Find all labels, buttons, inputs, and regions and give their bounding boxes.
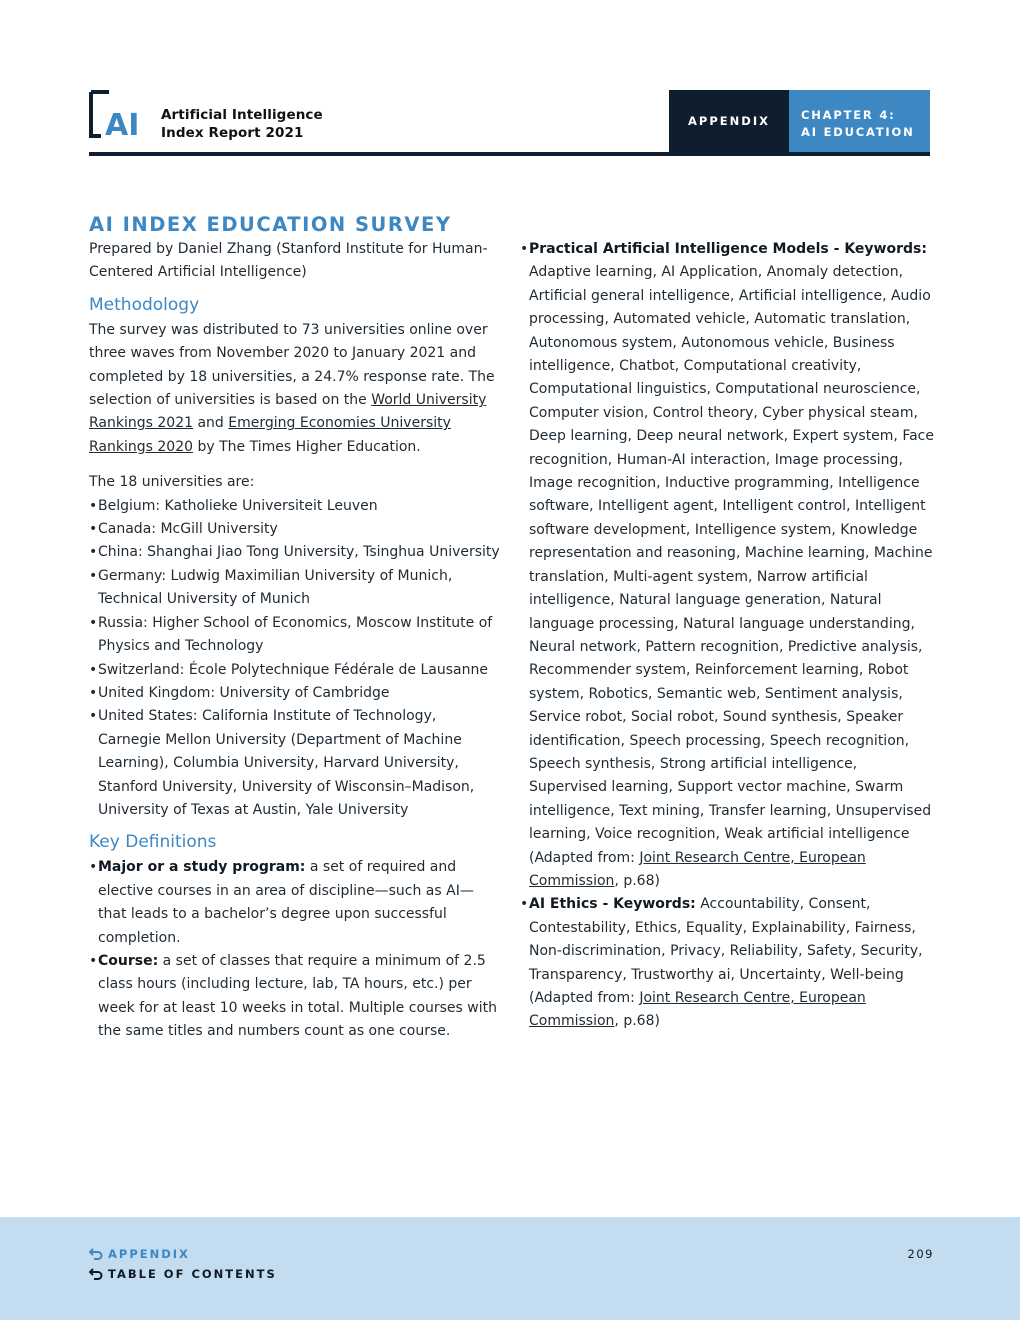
list-item: • Russia: Higher School of Economics, Moscow Institute of Physics and Technology <box>89 612 501 659</box>
definition-term: Major or a study program: <box>98 859 306 876</box>
list-item: • Germany: Ludwig Maximilian University of Munich, Technical University of Munich <box>89 565 501 612</box>
definition-term: Course: <box>98 952 159 969</box>
adapted-from: (Adapted from: Joint Research Centre, European Commission, p.68) <box>529 849 866 889</box>
methodology-heading: Methodology <box>89 294 200 315</box>
ai-index-logo <box>89 90 147 140</box>
list-item: • Switzerland: École Polytechnique Fédérale de Lausanne <box>89 659 501 682</box>
return-arrow-icon <box>89 1248 103 1260</box>
page-footer <box>0 1217 1020 1320</box>
left-column <box>89 212 501 1044</box>
keywords-term: • Practical Artificial Intelligence Models - Keywords: <box>529 241 927 257</box>
emerging-rankings-link[interactable]: Emerging Economies University Rankings 2020 <box>89 415 451 455</box>
list-item: • United Kingdom: University of Cambridge <box>89 682 501 705</box>
ai-ethics-keywords: • AI Ethics - Keywords: Accountability, Consent, Contestability, Ethics, Equality, Explainability, Fairness, Non-discrimination, Privacy, Reliability, Safety, Security, Transparency, Trustworthy ai, Uncertainty, Well-being (Adapted from: Joint Research Centre, European Commission, p.68) <box>520 893 934 1033</box>
jrc-link[interactable]: Joint Research Centre, European Commission <box>529 990 866 1030</box>
list-item: • Belgium: Katholieke Universiteit Leuven <box>89 495 501 518</box>
page-number: 209 <box>907 1247 934 1261</box>
header-rule <box>89 152 930 156</box>
jrc-link[interactable]: Joint Research Centre, European Commission <box>529 849 866 889</box>
page-header <box>89 90 930 156</box>
keywords-list <box>520 238 934 1034</box>
definitions-list <box>89 856 501 1043</box>
definition-item: • Course: a set of classes that require a minimum of 2.5 class hours (including lecture, lab, TA hours, etc.) per week for at least 10 weeks in total. Multiple courses with the same titles and numbers count as one course. <box>89 950 501 1044</box>
tab-chapter-4[interactable]: CHAPTER 4: AI EDUCATION <box>789 90 930 152</box>
list-item: • China: Shanghai Jiao Tong University, Tsinghua University <box>89 541 501 564</box>
survey-title: AI INDEX EDUCATION SURVEY <box>89 213 452 236</box>
methodology-paragraph: The survey was distributed to 73 universities online over three waves from November 2020 to January 2021 and completed by 18 universities, a 24.7% response rate. The selection of universities is based on the World University Rankings 2021 and Emerging Economies University Rankings 2020 by The Times Higher Education. <box>89 321 495 455</box>
universities-list <box>89 495 501 823</box>
return-arrow-icon <box>89 1268 103 1280</box>
list-item: • United States: California Institute of Technology, Carnegie Mellon University (Department of Machine Learning), Columbia University, Harvard University, Stanford University, University of Wisconsin–Madison, University of Texas at Austin, Yale University <box>89 705 501 822</box>
key-definitions-heading: Key Definitions <box>89 832 217 853</box>
prepared-by: Prepared by Daniel Zhang (Stanford Institute for Human-Centered Artificial Intelligence) <box>89 241 488 281</box>
footer-appendix-link[interactable]: APPENDIX <box>89 1247 190 1261</box>
universities-intro: The 18 universities are: <box>89 474 255 491</box>
adapted-from: (Adapted from: Joint Research Centre, European Commission, p.68) <box>529 990 866 1030</box>
definition-item: • Major or a study program: a set of required and elective courses in an area of discipline—such as AI—that leads to a bachelor’s degree upon successful completion. <box>89 856 501 950</box>
report-title: Artificial Intelligence Index Report 2021 <box>161 107 323 141</box>
footer-toc-link[interactable]: TABLE OF CONTENTS <box>89 1267 277 1281</box>
ethics-term: AI Ethics - Keywords: <box>529 896 696 913</box>
world-rankings-link[interactable]: World University Rankings 2021 <box>89 392 487 432</box>
right-column <box>520 238 934 1034</box>
list-item: • Canada: McGill University <box>89 518 501 541</box>
practical-ai-keywords: • Practical Artificial Intelligence Models - Keywords: Adaptive learning, AI Application, Anomaly detection, Artificial general intelligence, Artificial intelligence, Audio processing, Automated vehicle, Automatic translation, Autonomous system, Autonomous vehicle, Business intelligence, Chatbot, Computational creativity, Computational linguistics, Computational neuroscience, Computer vision, Control theory, Cyber physical steam, Deep learning, Deep neural network, Expert system, Face recognition, Human-AI interaction, Image processing, Image recognition, Inductive programming, Intelligence software, Intelligent agent, Intelligent control, Intelligent software development, Intelligence system, Knowledge representation and reasoning, Machine learning, Machine translation, Multi-agent system, Narrow artificial intelligence, Natural language generation, Natural language processing, Natural language understanding, Neural network, Pattern recognition, Predictive analysis, Recommender system, Reinforcement learning, Robot system, Robotics, Semantic web, Sentiment analysis, Service robot, Social robot, Sound synthesis, Speaker identification, Speech processing, Speech recognition, Speech synthesis, Strong artificial intelligence, Supervised learning, Support vector machine, Swarm intelligence, Text mining, Transfer learning, Unsupervised learning, Voice recognition, Weak artificial intelligence (Adapted from: Joint Research Centre, European Commission, p.68) <box>520 238 934 893</box>
logo-text: AI <box>105 108 140 140</box>
tab-appendix[interactable]: APPENDIX <box>669 90 789 152</box>
